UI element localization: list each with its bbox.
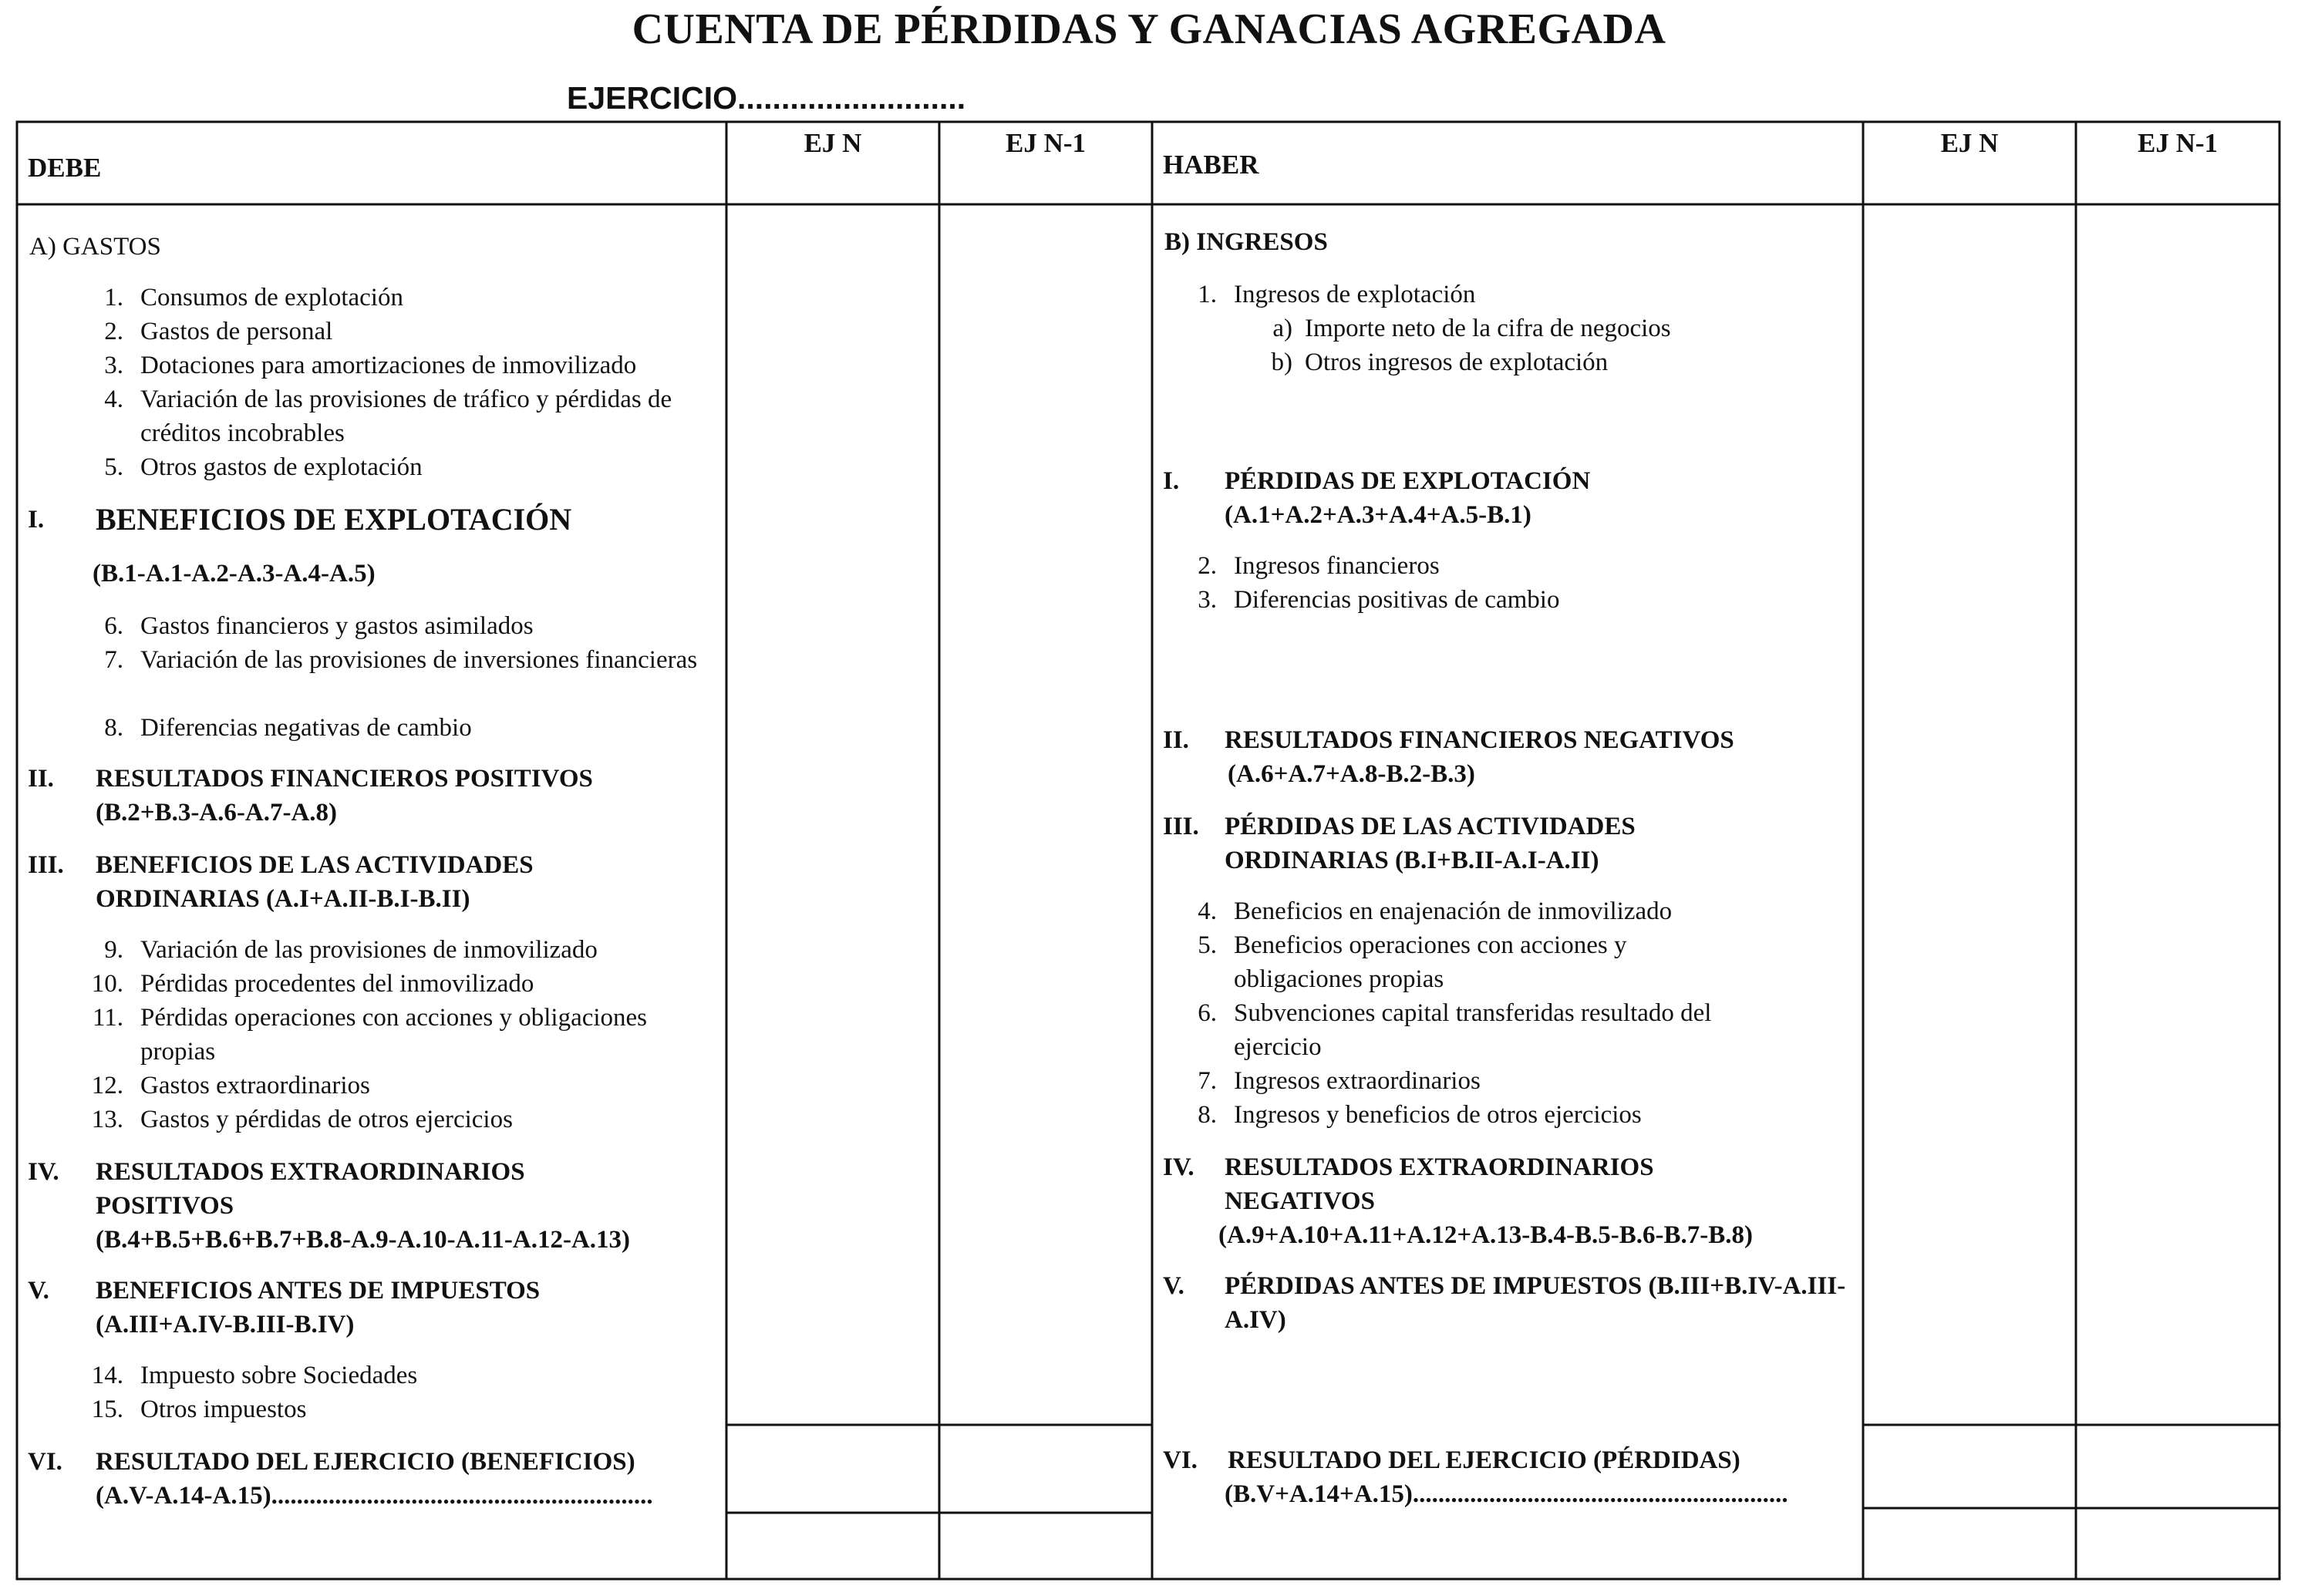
debe-heading: A) GASTOS [29, 233, 161, 261]
list-item: 4. Beneficios en enajenación de inmovilizado [1198, 897, 1673, 925]
section-heading: BENEFICIOS DE EXPLOTACIÓN [96, 502, 572, 537]
section-formula: (A.6+A.7+A.8-B.2-B.3) [1228, 760, 1475, 788]
section-heading: PÉRDIDAS DE EXPLOTACIÓN [1225, 467, 1591, 495]
section-heading: RESULTADOS EXTRAORDINARIOS POSITIVOS [96, 1158, 525, 1220]
list-item: 7. Ingresos extraordinarios [1198, 1067, 1481, 1095]
header-haber: HABER [1163, 150, 1259, 180]
section-heading: PÉRDIDAS ANTES DE IMPUESTOS (B.III+B.IV-A.III-A.IV) [1225, 1272, 1846, 1334]
list-item: 2. Ingresos financieros [1198, 552, 1440, 580]
page-title: CUENTA DE PÉRDIDAS Y GANACIAS AGREGADA [632, 5, 1666, 53]
list-item: 1. Ingresos de explotación [1198, 281, 1476, 308]
list-item: 4. Variación de las provisiones de tráfico y pérdidas de créditos incobrables [104, 386, 672, 447]
list-item: 2. Gastos de personal [104, 318, 333, 345]
section-number: II. [28, 765, 54, 793]
ejercicio-label: EJERCICIO.......................... [567, 80, 966, 116]
header-debe-ej-n: EJ N [804, 128, 862, 158]
list-item: 8. Ingresos y beneficios de otros ejercicios [1198, 1101, 1642, 1129]
section-number: VI. [28, 1448, 62, 1476]
section-heading: RESULTADO DEL EJERCICIO (BENEFICIOS) [96, 1448, 635, 1476]
list-item: 7. Variación de las provisiones de inversiones financieras [104, 646, 698, 674]
list-item: 1. Consumos de explotación [104, 284, 403, 311]
total-formula: (B.V+A.14+A.15)........................................................... [1225, 1480, 1788, 1508]
section-number: V. [1163, 1272, 1184, 1300]
section-formula: (B.1-A.1-A.2-A.3-A.4-A.5) [93, 560, 376, 588]
list-item: 5. Beneficios operaciones con acciones y obligaciones propias [1198, 931, 1627, 993]
list-item: 10. Pérdidas procedentes del inmovilizado [91, 970, 534, 998]
section-formula: (B.2+B.3-A.6-A.7-A.8) [96, 799, 338, 827]
section-heading: RESULTADOS EXTRAORDINARIOS NEGATIVOS [1225, 1153, 1654, 1215]
list-item: 6. Gastos financieros y gastos asimilados [104, 612, 534, 640]
list-item: b) Otros ingresos de explotación [1271, 348, 1609, 376]
section-number: V. [28, 1277, 49, 1305]
section-formula: (A.9+A.10+A.11+A.12+A.13-B.4-B.5-B.6-B.7-B.8) [1218, 1221, 1754, 1249]
section-heading: RESULTADOS FINANCIEROS POSITIVOS [96, 765, 593, 793]
list-item: 3. Dotaciones para amortizaciones de inmovilizado [104, 352, 637, 379]
list-item: 12. Gastos extraordinarios [91, 1072, 370, 1099]
section-number: VI. [1163, 1446, 1198, 1474]
list-item: 9. Variación de las provisiones de inmovilizado [104, 936, 598, 964]
list-item: 14. Impuesto sobre Sociedades [91, 1362, 418, 1389]
section-number: III. [1163, 813, 1199, 840]
list-item: 13. Gastos y pérdidas de otros ejercicios [91, 1106, 513, 1133]
section-formula: (B.4+B.5+B.6+B.7+B.8-A.9-A.10-A.11-A.12-A.13) [96, 1226, 631, 1254]
section-number: I. [1163, 467, 1180, 495]
header-debe-ej-n1: EJ N-1 [1005, 128, 1087, 158]
haber-heading: B) INGRESOS [1164, 228, 1328, 256]
section-heading: RESULTADO DEL EJERCICIO (PÉRDIDAS) [1228, 1446, 1740, 1474]
list-item: 3. Diferencias positivas de cambio [1198, 586, 1560, 614]
section-heading: BENEFICIOS ANTES DE IMPUESTOS [96, 1277, 541, 1305]
section-number: IV. [1163, 1153, 1194, 1181]
section-formula: (A.III+A.IV-B.III-B.IV) [96, 1311, 355, 1338]
list-item: a) Importe neto de la cifra de negocios [1272, 315, 1671, 342]
list-item: 5. Otros gastos de explotación [104, 453, 423, 481]
section-number: III. [28, 851, 64, 879]
section-heading: BENEFICIOS DE LAS ACTIVIDADES ORDINARIAS (A.I+A.II-B.I-B.II) [96, 851, 534, 913]
section-number: II. [1163, 726, 1189, 754]
section-heading: RESULTADOS FINANCIEROS NEGATIVOS [1225, 726, 1734, 754]
list-item: 15. Otros impuestos [91, 1396, 307, 1423]
list-item: 6. Subvenciones capital transferidas resultado del ejercicio [1198, 999, 1712, 1061]
section-number: I. [28, 506, 45, 534]
list-item: 11. Pérdidas operaciones con acciones y obligaciones propias [92, 1004, 648, 1066]
section-number: IV. [28, 1158, 59, 1186]
section-heading: PÉRDIDAS DE LAS ACTIVIDADES ORDINARIAS (B.I+B.II-A.I-A.II) [1225, 813, 1636, 874]
list-item: 8. Diferencias negativas de cambio [104, 714, 472, 742]
header-debe: DEBE [28, 153, 102, 183]
header-haber-ej-n1: EJ N-1 [2137, 128, 2219, 158]
header-haber-ej-n: EJ N [1940, 128, 1999, 158]
section-formula: (A.1+A.2+A.3+A.4+A.5-B.1) [1225, 501, 1531, 529]
total-formula: (A.V-A.14-A.15)............................................................ [96, 1482, 653, 1510]
